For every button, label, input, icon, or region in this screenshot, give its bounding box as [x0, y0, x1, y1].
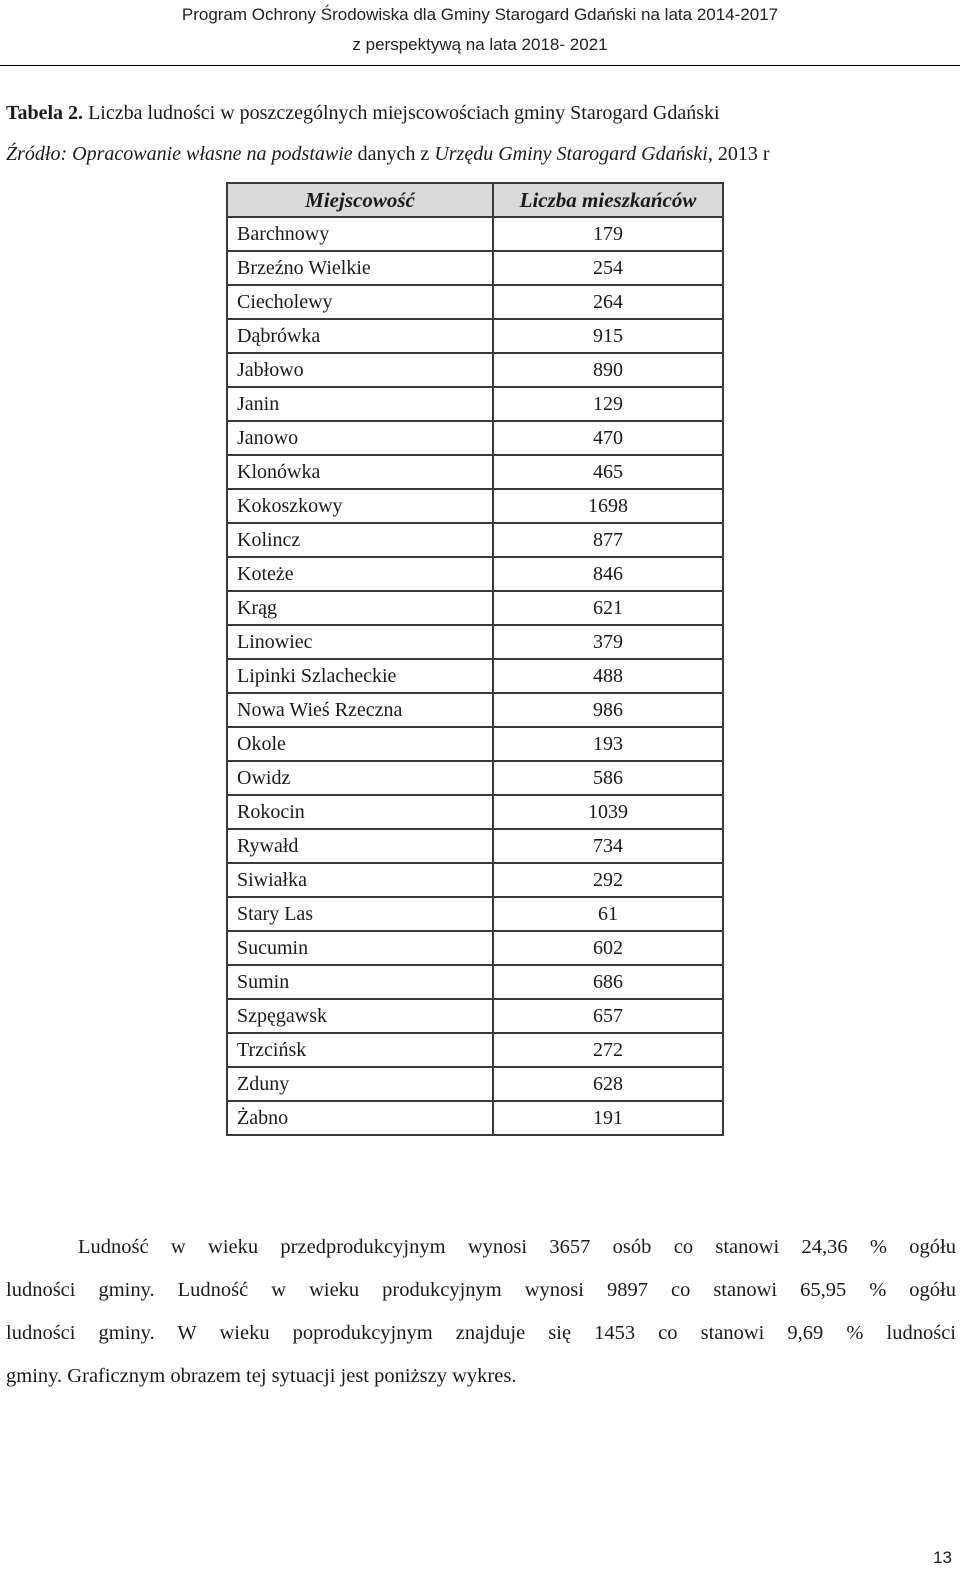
table-source	[6, 142, 770, 166]
locality-cell: Linowiec	[227, 625, 493, 659]
residents-cell: 877	[493, 523, 723, 557]
residents-cell: 191	[493, 1101, 723, 1135]
residents-cell: 272	[493, 1033, 723, 1067]
residents-cell: 292	[493, 863, 723, 897]
residents-cell: 846	[493, 557, 723, 591]
paragraph-line: ludności gminy. Ludność w wieku produkcyjnym wynosi 9897 co stanowi 65,95 % ogółu	[6, 1279, 956, 1301]
residents-cell: 890	[493, 353, 723, 387]
locality-cell: Janowo	[227, 421, 493, 455]
page-number: 13	[933, 1548, 952, 1567]
table-row	[227, 829, 723, 863]
residents-cell: 915	[493, 319, 723, 353]
residents-cell: 129	[493, 387, 723, 421]
residents-cell: 1698	[493, 489, 723, 523]
table-row	[227, 387, 723, 421]
residents-cell: 193	[493, 727, 723, 761]
table-body	[227, 217, 723, 1135]
table-header-row	[227, 183, 723, 217]
residents-cell: 657	[493, 999, 723, 1033]
paragraph-line: ludności gminy. W wieku poprodukcyjnym znajduje się 1453 co stanowi 9,69 % ludności	[6, 1322, 956, 1344]
table-row	[227, 217, 723, 251]
locality-cell: Klonówka	[227, 455, 493, 489]
locality-cell: Siwiałka	[227, 863, 493, 897]
table-row	[227, 523, 723, 557]
locality-cell: Sucumin	[227, 931, 493, 965]
locality-cell: Koteże	[227, 557, 493, 591]
residents-cell: 254	[493, 251, 723, 285]
table-row	[227, 863, 723, 897]
table-row	[227, 659, 723, 693]
residents-cell: 1039	[493, 795, 723, 829]
table-caption	[6, 101, 720, 125]
table-row	[227, 591, 723, 625]
residents-cell: 621	[493, 591, 723, 625]
residents-cell: 986	[493, 693, 723, 727]
residents-cell: 488	[493, 659, 723, 693]
table-row	[227, 625, 723, 659]
source-normal: danych z	[352, 143, 435, 165]
table-row	[227, 727, 723, 761]
locality-cell: Zduny	[227, 1067, 493, 1101]
table-row	[227, 489, 723, 523]
population-table	[226, 182, 724, 1136]
locality-cell: Jabłowo	[227, 353, 493, 387]
table-row	[227, 285, 723, 319]
body-paragraph	[6, 1226, 956, 1398]
residents-cell: 379	[493, 625, 723, 659]
locality-cell: Nowa Wieś Rzeczna	[227, 693, 493, 727]
residents-cell: 179	[493, 217, 723, 251]
table-row	[227, 965, 723, 999]
paragraph-line: gminy. Graficznym obrazem tej sytuacji jest poniższy wykres.	[6, 1365, 517, 1387]
header-residents: Liczba mieszkańców	[493, 183, 723, 217]
locality-cell: Barchnowy	[227, 217, 493, 251]
residents-cell: 470	[493, 421, 723, 455]
locality-cell: Lipinki Szlacheckie	[227, 659, 493, 693]
table-row	[227, 251, 723, 285]
caption-label: Tabela 2.	[6, 102, 84, 124]
table-row	[227, 761, 723, 795]
locality-cell: Owidz	[227, 761, 493, 795]
table-row	[227, 421, 723, 455]
header-title-line1: Program Ochrony Środowiska dla Gminy Starogard Gdański na lata 2014-2017	[181, 5, 779, 24]
source-italic-2: Urzędu Gminy Starogard Gdański	[434, 143, 708, 165]
table-row	[227, 455, 723, 489]
table-row	[227, 1033, 723, 1067]
residents-cell: 734	[493, 829, 723, 863]
table-row	[227, 353, 723, 387]
paragraph-line: Ludność w wieku przedprodukcyjnym wynosi 3657 osób co stanowi 24,36 % ogółu	[78, 1236, 956, 1258]
locality-cell: Ciecholewy	[227, 285, 493, 319]
table-row	[227, 319, 723, 353]
residents-cell: 586	[493, 761, 723, 795]
locality-cell: Rokocin	[227, 795, 493, 829]
table-row	[227, 897, 723, 931]
locality-cell: Brzeźno Wielkie	[227, 251, 493, 285]
locality-cell: Sumin	[227, 965, 493, 999]
source-tail: , 2013 r	[707, 143, 770, 165]
locality-cell: Rywałd	[227, 829, 493, 863]
table-row	[227, 795, 723, 829]
locality-cell: Krąg	[227, 591, 493, 625]
residents-cell: 686	[493, 965, 723, 999]
table-row	[227, 999, 723, 1033]
residents-cell: 264	[493, 285, 723, 319]
locality-cell: Dąbrówka	[227, 319, 493, 353]
table-row	[227, 1101, 723, 1135]
header-title-line2: z perspektywą na lata 2018- 2021	[352, 35, 608, 54]
residents-cell: 465	[493, 455, 723, 489]
locality-cell: Janin	[227, 387, 493, 421]
table-row	[227, 1067, 723, 1101]
caption-text: Liczba ludności w poszczególnych miejscowościach gminy Starogard Gdański	[83, 102, 720, 124]
locality-cell: Żabno	[227, 1101, 493, 1135]
locality-cell: Stary Las	[227, 897, 493, 931]
locality-cell: Trzcińsk	[227, 1033, 493, 1067]
locality-cell: Kolincz	[227, 523, 493, 557]
table-row	[227, 693, 723, 727]
residents-cell: 602	[493, 931, 723, 965]
table-row	[227, 557, 723, 591]
table-row	[227, 931, 723, 965]
residents-cell: 61	[493, 897, 723, 931]
source-italic-1: Źródło: Opracowanie własne na podstawie	[6, 143, 353, 165]
residents-cell: 628	[493, 1067, 723, 1101]
locality-cell: Okole	[227, 727, 493, 761]
locality-cell: Kokoszkowy	[227, 489, 493, 523]
header-locality: Miejscowość	[227, 183, 493, 217]
locality-cell: Szpęgawsk	[227, 999, 493, 1033]
page-header	[0, 0, 960, 66]
